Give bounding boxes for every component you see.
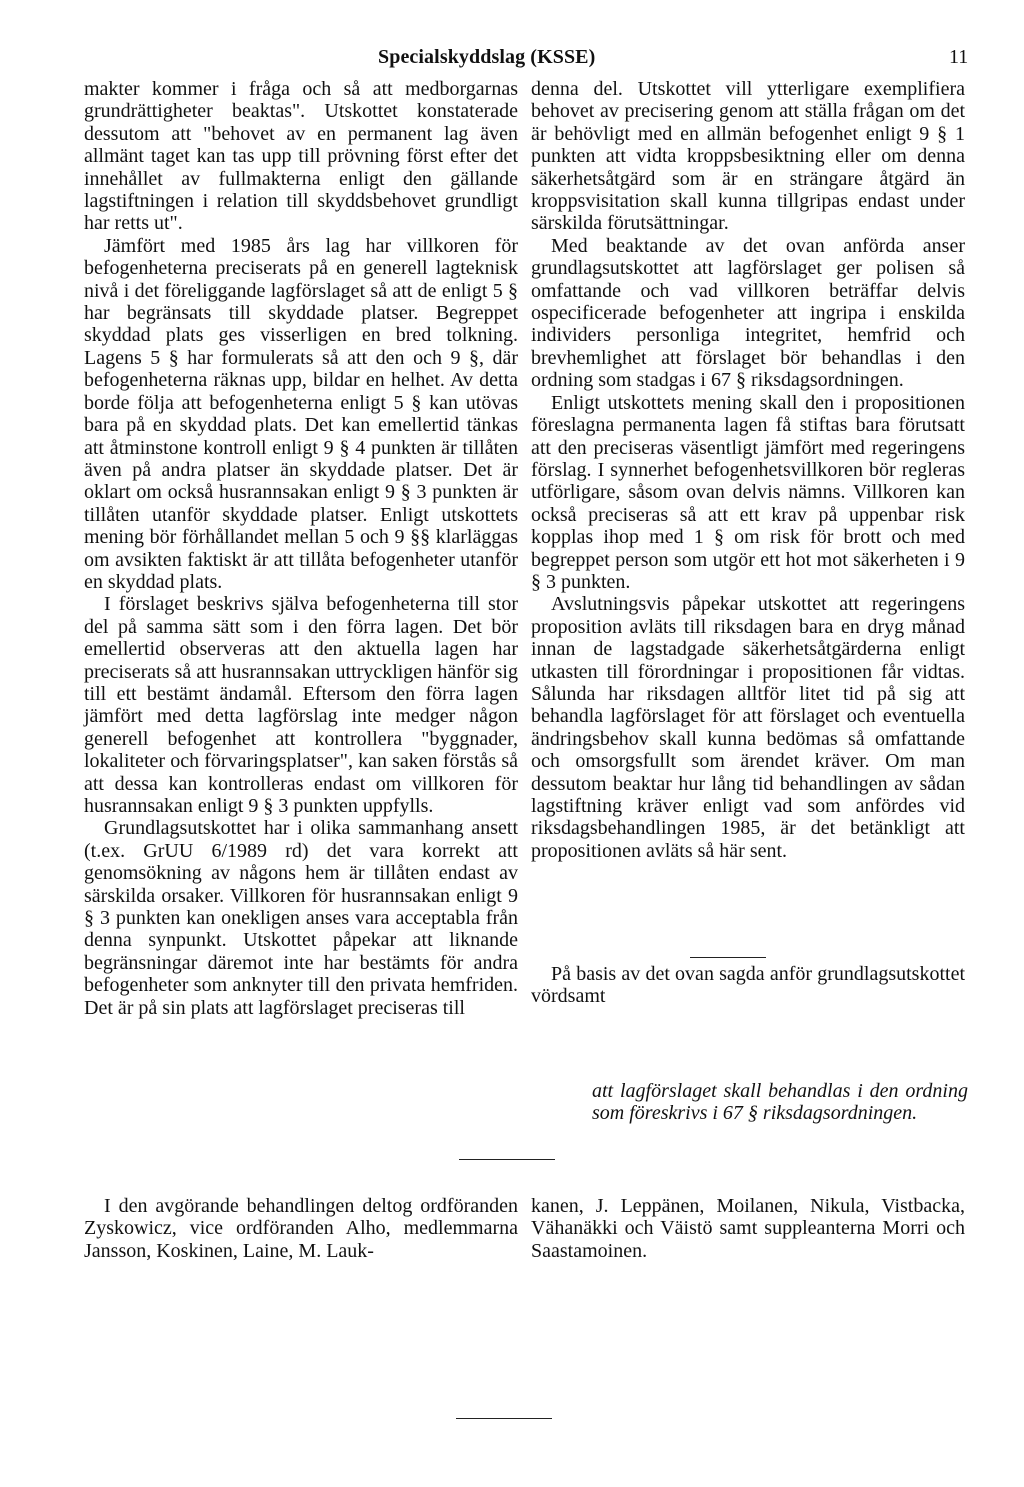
participants-text: I den avgörande behandlingen deltog ordföranden Zyskowicz, vice ordföranden Alho, medlemmarna Jansson, Koskinen, Laine, M. Lauk- [84, 1195, 518, 1262]
section-divider [459, 1159, 555, 1160]
participants-text: kanen, J. Leppänen, Moilanen, Nikula, Vistbacka, Vähanäkki och Väistö samt suppleanterna Morri och Saastamoinen. [531, 1195, 965, 1262]
decision-statement: att lagförslaget skall behandlas i den ordning som föreskrivs i 67 § riksdagsordningen. [592, 1080, 968, 1125]
proposal-intro-text: På basis av det ovan sagda anför grundlagsutskottet vördsamt [531, 963, 965, 1008]
right-column [531, 78, 965, 862]
participants-right [531, 1195, 965, 1262]
proposal-intro [531, 963, 965, 1008]
paragraph: Med beaktande av det ovan anförda anser grundlagsutskottet att lagförslaget ger polisen så omfattande och vad villkoren beträffar delvis ospecificerade befogenheter att ingripa i enskilda individers personliga integritet, hemfrid och brevhemlighet att förslaget bör behandlas i den ordning som stadgas i 67 § riksdagsordningen. [531, 234, 965, 392]
paragraph: Grundlagsutskottet har i olika sammanhang ansett (t.ex. GrUU 6/1989 rd) det vara korrekt att genomsökning av någons hem är tillåten endast av särskilda orsaker. Villkoren för husrannsakan enligt 9 § 3 punkten kan onekligen anses vara acceptabla från denna synpunkt. Utskottet påpekar att liknande begränsningar däremot inte har bestämts för andra befogenheter som anknyter till den privata hemfriden. Det är på sin plats att lagförslaget preciseras till [84, 817, 518, 1019]
left-column [84, 78, 518, 1019]
running-header-title: Specialskyddslag (KSSE) [378, 46, 596, 68]
page-number: 11 [949, 46, 969, 68]
section-divider [690, 957, 766, 958]
participants-left [84, 1195, 518, 1262]
paragraph: Enligt utskottets mening skall den i propositionen föreslagna permanenta lagen få stiftas bara förutsatt att den preciseras väsentligt jämfört med regeringens förslag. I synnerhet befogenhetsvillkoren bör regleras utförligare, såsom ovan delvis nämns. Villkoren kan också preciseras så att ett krav på uppenbar risk kopplas ihop med 1 § om risk för brott och med begreppet person som utgör ett hot mot säkerheten i 9 § 3 punkten. [531, 391, 965, 593]
paragraph: I förslaget beskrivs själva befogenheterna till stor del på samma sätt som i den förra lagen. Det bör emellertid observeras att den aktuella lagen har preciserats så att husrannsakan uttryckligen hänför sig till ett bestämt ändamål. Eftersom den förra lagen jämfört med detta lagförslag inte medger någon generell befogenhet att kontrollera "byggnader, lokaliteter och förvaringsplatser", kan saken förstås så att dessa kan kontrolleras endast om villkoren för husrannsakan enligt 9 § 3 punkten uppfylls. [84, 593, 518, 817]
paragraph: denna del. Utskottet vill ytterligare exemplifiera behovet av precisering genom att ställa frågan om det är behövligt med en allmän befogenhet enligt 9 § 1 punkten att vidta kroppsbesiktning eller om denna säkerhetsåtgärd som är en strängare åtgärd än kroppsvisitation skall kunna tillgripas endast under särskilda förutsättningar. [531, 78, 965, 235]
paragraph: Jämfört med 1985 års lag har villkoren för befogenheterna preciserats på en generell lagteknisk nivå i det föreliggande lagförslaget så att de enligt 5 § har begränsats till skyddade platser. Begreppet skyddad plats ges visserligen en bred tolkning. Lagens 5 § har formulerats så att den och 9 §, där befogenheterna räknas upp, bildar en helhet. Av detta borde följa att befogenheterna enligt 5 § kan utövas bara på en skyddad plats. Det kan emellertid tänkas att åtminstone kontroll enligt 9 § 4 punkten är tillåten även på andra platser än skyddade platser. Det är oklart om också husrannsakan enligt 9 § 3 punkten är tillåten utanför skyddade platser. Enligt utskottets mening bör förhållandet mellan 5 och 9 §§ klarläggas om avsikten faktiskt är att tillåta befogenheter utanför en skyddad plats. [84, 234, 518, 593]
paragraph: Avslutningsvis påpekar utskottet att regeringens proposition avläts till riksdagen bara en dryg månad innan de lagstadgade säkerhetsåtgärderna enligt utkasten till förordningar i propositionen får vidtas. Sålunda har riksdagen alltför litet tid på sig att behandla lagförslaget för att förslaget och eventuella ändringsbehov skall kunna bedömas så omfattande och omsorgsfullt som ärendet kräver. Om man dessutom beaktar hur lång tid behandlingen av sådan lagstiftning kräver enligt vad som anfördes vid riksdagsbehandlingen 1985, är det betänkligt att propositionen avläts så här sent. [531, 593, 965, 862]
paragraph: makter kommer i fråga och så att medborgarnas grundrättigheter beaktas". Utskottet konstaterade dessutom att "behovet av en permanent lag även allmänt taget kan tas upp till prövning först efter det innehållet av fullmakterna enligt den gällande lagstiftningen i relation till skyddsbehovet grundligt har retts ut". [84, 78, 518, 235]
end-divider [456, 1418, 552, 1419]
